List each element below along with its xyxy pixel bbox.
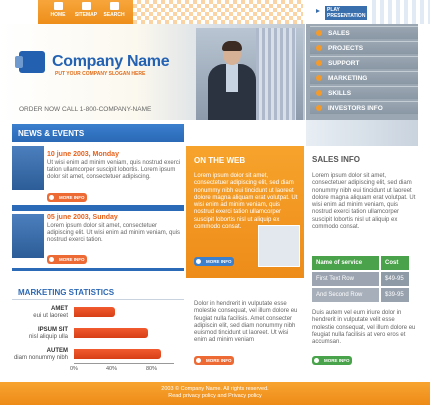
logo-icon [19,51,45,73]
news-header [12,124,184,142]
table-header: Name of service [312,256,379,270]
sales-title: SALES INFO [312,155,361,164]
nav-sitemap[interactable] [72,2,100,18]
news-title: NEWS & EVENTS [18,129,85,138]
web-text: Lorem ipsum dolor sit amet, consectetuer adipiscing elit, sed diam nonummy nibh eui tincidunt ut laoreet dolore magna aliquam erat volutpat. Ut wisi enim ad minim veniam, quis nostrud exerci tation ullamcorper suscipit lobortis nisl ut aliquip ex commodo consat. [194,173,298,231]
sales-text-2: Duis autem vel eum iriure dolor in hendrerit in vulputate velit esse molestie consequat, vel illum dolore eu feugiat nulla facilisis at vero eros et accumsan. [312,310,416,346]
arrow-icon [316,105,322,111]
middle-text: Dolor in hendrerit in vulputate esse molestie consequat, vel illum dolore eu feugiat nulla facilisis. Amet consecter adipiscin elit, sed diam nonummy nibh euismod tincidunt ut laoreet. Ut wisi enim ad minim veniam [194,301,298,344]
arrow-icon [316,45,322,51]
sidebar-item-skills[interactable]: SKILLS [310,86,418,99]
web-screenshot-image [258,225,300,267]
category-sublabel: eui ut laoreet [33,313,68,319]
presentation-label: PRESENTATION [327,13,366,19]
table-row [312,288,418,302]
news-text: Ut wisi enim ad minim veniam, quis nostrud exerci tation ullamcorper suscipit lobortis. Lorem ipsum dolor sit amet, consectetuer adipiscing. [47,160,181,181]
news-more-info-button[interactable]: MORE INFO [47,255,87,264]
table-cell: $49-95 [381,272,409,286]
bar [74,349,161,359]
news-item [47,214,184,245]
home-icon [54,2,63,10]
nav-search-label: SEARCH [103,12,125,18]
middle-more-info-button[interactable]: MORE INFO [194,356,234,365]
play-icon [312,6,322,16]
top-right-pattern [372,0,430,24]
play-presentation-button[interactable] [312,4,372,20]
arrow-icon [316,60,322,66]
nav-home-label: HOME [50,12,66,18]
category-label: IPSUM SIT [37,327,68,333]
news-photo [12,146,44,190]
category-label: AUTEM [46,348,68,354]
news-text: Lorem ipsum dolor sit amet, consectetuer adipiscing elit. Ut wisi enim ad minim veniam, quis nostrud exerci tation. [47,223,181,244]
divider [12,268,184,271]
tick-label: 0% [70,366,78,372]
table-row [312,272,418,286]
arrow-icon [316,30,322,36]
sidebar-item-marketing[interactable]: MARKETING [310,71,418,84]
copyright: 2003 © Company Name. All rights reserved. [161,386,269,392]
sidebar-item-projects[interactable]: PROJECTS [310,41,418,54]
arrow-icon [196,259,201,264]
marketing-title: MARKETING STATISTICS [18,288,115,297]
web-more-info-button[interactable]: MORE INFO [194,257,234,266]
bar-label [10,327,68,341]
news-more-info-button[interactable]: MORE INFO [47,193,87,202]
table-header: Cost [381,256,409,270]
web-title: ON THE WEB [194,156,246,165]
nav-sitemap-label: SITEMAP [74,12,98,18]
bar-label [10,306,68,320]
sidebar-item-investors-info[interactable]: INVESTORS INFO [310,101,418,114]
mail-icon [82,2,91,10]
bar [74,307,115,317]
search-icon [110,2,119,10]
arrow-icon [49,195,54,200]
company-name: Company Name [52,53,170,70]
category-sublabel: nisl aliquip ulla [28,334,68,340]
table-cell: First Text Row [312,272,379,286]
footer-text [0,386,430,400]
sales-text: Lorem ipsum dolor sit amet, consectetuer adipiscing elit, sed diam nonummy nibh eui tincidunt ut laoreet dolore magna aliquam erat volutpat. Ut wisi enim ad minim veniam, quis nostrud exerci tation ullamcorper suscipit lobortis nisl ut aliquip ex commodo consat. [312,173,416,231]
arrow-icon [316,90,322,96]
businessman-photo [196,28,303,120]
arrow-icon [316,75,322,81]
order-phone: ORDER NOW CALL 1-800-COMPANY-NAME [19,106,152,113]
arrow-icon [49,257,54,262]
sidebar-item-support[interactable]: SUPPORT [310,56,418,69]
news-date[interactable]: 05 june 2003, Sunday [47,214,118,221]
table-cell: $39-95 [381,288,409,302]
bar [74,328,148,338]
table-header-row [312,256,418,270]
arrow-icon [314,358,319,363]
company-slogan: PUT YOUR COMPANY SLOGAN HERE [55,71,146,77]
table-cell: And Second Row [312,288,379,302]
service-table [312,256,418,304]
nav-search[interactable] [100,2,128,18]
news-photo [12,214,44,258]
play-label: PLAY [327,7,340,13]
divider [12,205,184,211]
sidebar-nav [306,24,418,120]
news-date[interactable]: 10 june 2003, Monday [47,151,119,158]
arrow-icon [196,358,201,363]
tick-label: 80% [146,366,158,372]
sales-more-info-button[interactable]: MORE INFO [312,356,352,365]
top-bar-pattern [133,0,303,24]
privacy-links[interactable]: Read privacy policy and Privacy policy [168,393,262,399]
nav-home[interactable] [44,2,72,18]
sidebar-item-sales[interactable]: SALES [310,26,418,39]
x-axis [74,363,174,364]
category-label: AMET [51,306,68,312]
hands-photo [306,120,418,146]
divider [12,299,184,300]
bar-label [10,348,68,362]
tick-label: 40% [106,366,118,372]
category-sublabel: diam nonummy nibh [13,355,68,361]
news-item [47,151,184,182]
